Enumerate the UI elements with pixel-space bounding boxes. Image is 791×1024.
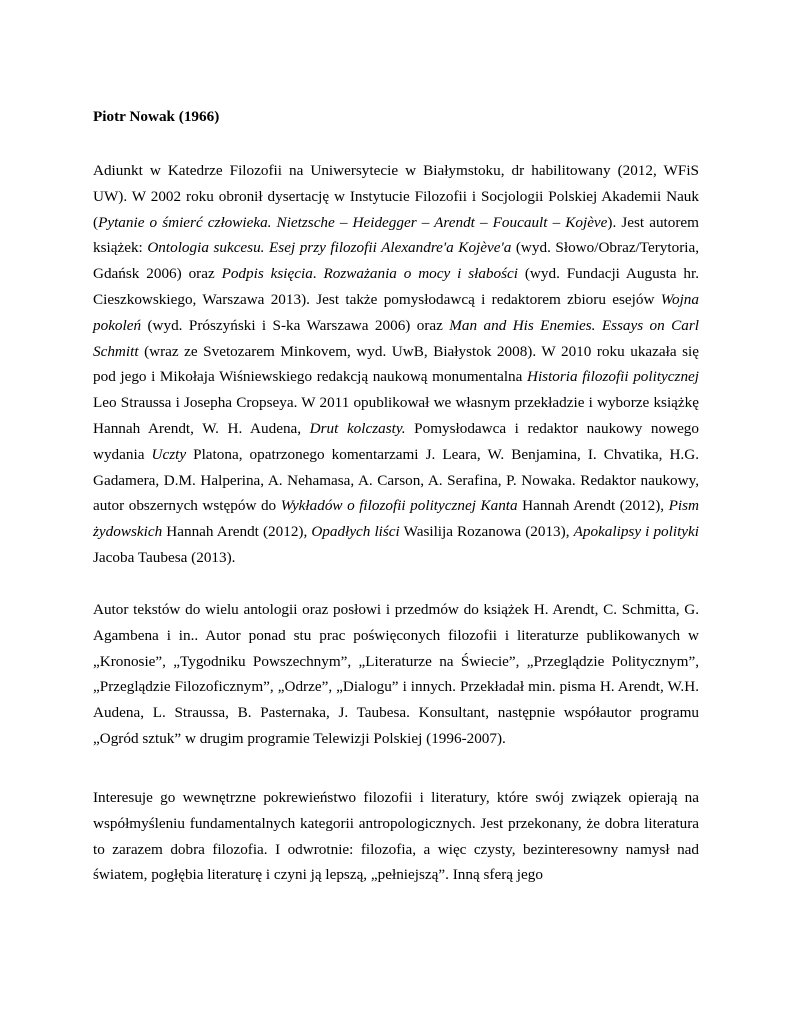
paragraph-text: Jacoba Taubesa (2013).: [93, 548, 236, 566]
italic-title-text: Pism żydowskich: [93, 497, 699, 541]
paragraph-text: Wasilija Rozanowa (2013),: [399, 523, 574, 541]
paragraph-text: Hannah Arendt (2012),: [162, 523, 312, 541]
paragraph-interests: [93, 785, 699, 888]
paragraph-text: Leo Straussa i Josepha Cropseya. W 2011 opublikował we własnym przekładzie i wyborze książkę Hannah Arendt, W. H. Audena,: [93, 394, 699, 437]
paragraph-publications: [93, 597, 699, 752]
italic-title-text: Uczty: [151, 445, 187, 463]
italic-title-text: Historia filozofii politycznej: [526, 368, 700, 386]
italic-title-text: Drut kolczasty.: [309, 419, 406, 437]
paragraph-text: Interesuje go wewnętrzne pokrewieństwo filozofii i literatury, które swój związek opierają na współmyśleniu fundamentalnych kategorii antropologicznych. Jest przekonany, że dobra literatura to zarazem dobra filozofia. I odwrotnie: filozofia, a więc czysty, bezinteresowny namysł nad światem, pogłębia literaturę i czyni ją lepszą, „pełniejszą”. Inną sferą jego: [93, 789, 699, 884]
paragraph-text: (wyd. Fundacji Augusta hr. Cieszkowskiego, Warszawa 2013). Jest także pomysłodawcą i redaktorem zbioru esejów: [93, 265, 700, 308]
paragraph-text: Autor tekstów do wielu antologii oraz posłowi i przedmów do książek H. Arendt, C. Schmitta, G. Agambena i in.. Autor ponad stu prac poświęconych filozofii i literaturze publikowanych w „Kronosie”, „Tygodniku Powszechnym”, „Literaturze na Świecie”, „Przeglądzie Politycznym”, „Przeglądzie Filozoficznym”, „Odrze”, „Dialogu” i innych. Przekładał min. pisma H. Arendt, W.H. Audena, L. Straussa, B. Pasternaka, J. Taubesa. Konsultant, następnie współautor programu „Ogród sztuk” w drugim programie Telewizji Polskiej (1996-2007).: [93, 601, 699, 747]
italic-title-text: Rozważania o mocy i słabości: [323, 265, 518, 283]
paragraph-text: Adiunkt w Katedrze Filozofii na Uniwersytecie w Białymstoku, dr habilitowany (2012, WFiS UW). W 2002 roku obronił dysertację w Instytucie Filozofii i Socjologii Polskiej Akademii Nauk (: [93, 162, 699, 231]
italic-title-text: Opadłych liści: [311, 523, 400, 541]
italic-title-text: Apokalipsy i polityki: [573, 523, 699, 541]
document-title: Piotr Nowak (1966): [93, 108, 220, 125]
paragraph-text: ). Jest autorem książek:: [93, 213, 699, 257]
italic-title-text: Pytanie o śmierć człowieka. Nietzsche – Heidegger – Arendt – Foucault – Kojève: [98, 213, 608, 231]
paragraph-text: Pomysłodawca i redaktor naukowy nowego wydania: [93, 419, 699, 463]
italic-title-text: Podpis księcia: [221, 265, 313, 283]
paragraph-text: Hannah Arendt (2012),: [517, 497, 669, 515]
paragraph-text: (wyd. Słowo/Obraz/Terytoria, Gdańsk 2006) oraz: [93, 239, 700, 283]
italic-title-text: Man and His Enemies. Essays on Carl Schmitt: [93, 316, 699, 360]
paragraph-text: Platona, opatrzonego komentarzami J. Leara, W. Benjamina, I. Chvatika, H.G. Gadamera, D.M. Halperina, A. Nehamasa, A. Carson, A. Serafina, P. Nowaka. Redaktor naukowy, autor obszernych wstępów do: [93, 445, 699, 515]
paragraph-text: (wraz ze Svetozarem Minkovem, wyd. UwB, Białystok 2008). W 2010 roku ukazała się pod jego i Mikołaja Wiśniewskiego redakcją naukową monumentalna: [93, 342, 699, 386]
paragraph-text: (wyd. Prószyński i S-ka Warszawa 2006) oraz: [141, 316, 450, 334]
italic-title-text: Wykładów o filozofii politycznej Kanta: [280, 497, 518, 515]
paragraph-text: .: [312, 265, 324, 283]
italic-title-text: Ontologia sukcesu. Esej przy filozofii Alexandre'a Kojève'a: [147, 239, 512, 257]
paragraph-biography: [93, 158, 699, 571]
italic-title-text: Wojna pokoleń: [93, 290, 699, 334]
